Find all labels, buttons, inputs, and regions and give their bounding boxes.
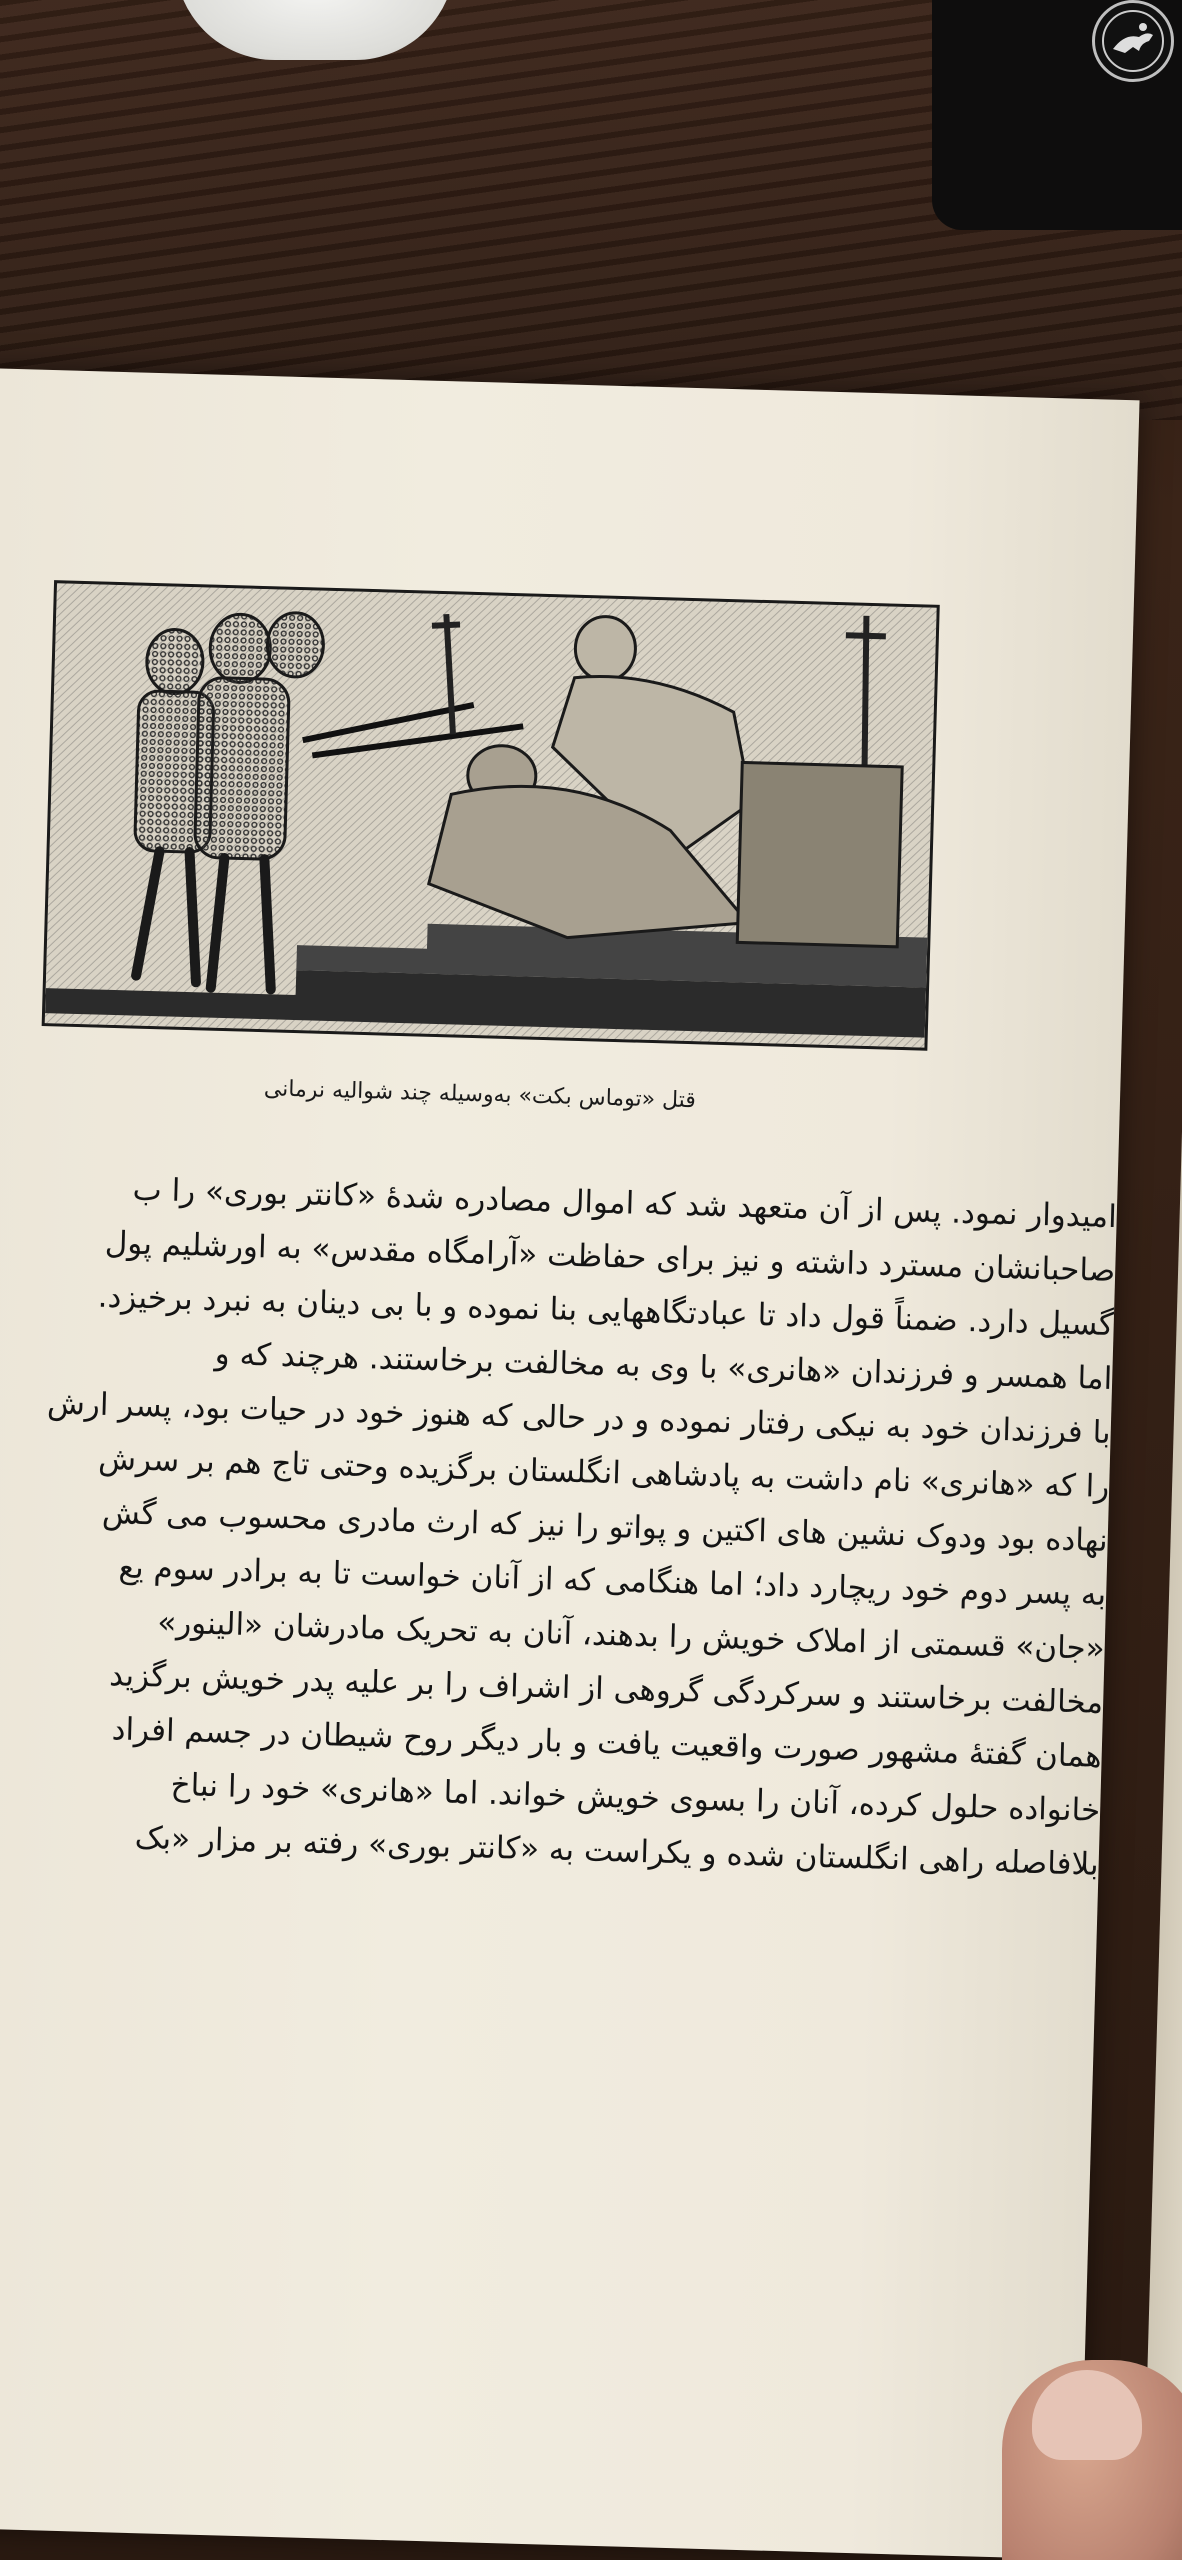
figure-caption: قتل «توماس بکت» به‌وسیله چند شوالیه نرمانی — [263, 1076, 697, 1114]
horse-rider-logo-icon — [1092, 0, 1174, 82]
body-line: خانواده حلول کرده، آنان را بسوی خویش خواند. اما «هانری» خود را نباخ — [170, 1766, 1101, 1829]
body-line: نهاده بود ودوک نشین های اکتین و پواتو را نیز که ارث مادری محسوب می گش — [101, 1494, 1109, 1559]
body-text — [0, 1158, 1117, 1892]
book-page-edge — [1142, 420, 1182, 2560]
body-line: همان گفتهٔ مشهور صورت واقعیت یافت و بار دیگر روح شیطان در جسم افراد — [111, 1711, 1103, 1775]
book-page — [0, 368, 1140, 2560]
body-line: به پسر دوم خود ریچارد داد؛ اما هنگامی که از آنان خواست تا به برادر سوم یع — [118, 1549, 1107, 1613]
body-line: امیدوار نمود. پس از آن متعهد شد که اموال مصادره شدهٔ «کانتر بوری» را ب — [132, 1171, 1118, 1236]
body-line: صاحبانشان مسترد داشته و نیز برای حفاظت «آرامگاه مقدس» به اورشلیم پول — [104, 1224, 1116, 1290]
medieval-engraving-icon — [42, 580, 940, 1051]
body-line: «جان» قسمتی از املاک خویش را بدهند، آنان به تحریک مادرشان «الینور» — [156, 1604, 1106, 1667]
body-line: اما همسر و فرزندان «هانری» با وی به مخالفت برخاستند. هرچند که و — [214, 1335, 1113, 1398]
body-line: را که «هانری» نام داشت به پادشاهی انگلستان برگزیده وحتی تاج هم بر سرش — [97, 1440, 1110, 1505]
body-line: با فرزندان خود به نیکی رفتار نموده و در حالی که هنوز خود در حیات بود، پسر ارش — [46, 1385, 1112, 1451]
body-line: بلافاصله راهی انگلستان شده و یکراست به «کانتر بوری» رفته بر مزار «بک — [134, 1819, 1100, 1883]
body-line: مخالفت برخاستند و سرکردگی گروهی از اشراف را بر علیه پدر خویش برگزید — [108, 1657, 1104, 1721]
body-line: گسیل دارد. ضمناً قول داد تا عبادتگاههایی بنا نموده و با بی دینان به نبرد برخیزد. — [97, 1278, 1115, 1344]
